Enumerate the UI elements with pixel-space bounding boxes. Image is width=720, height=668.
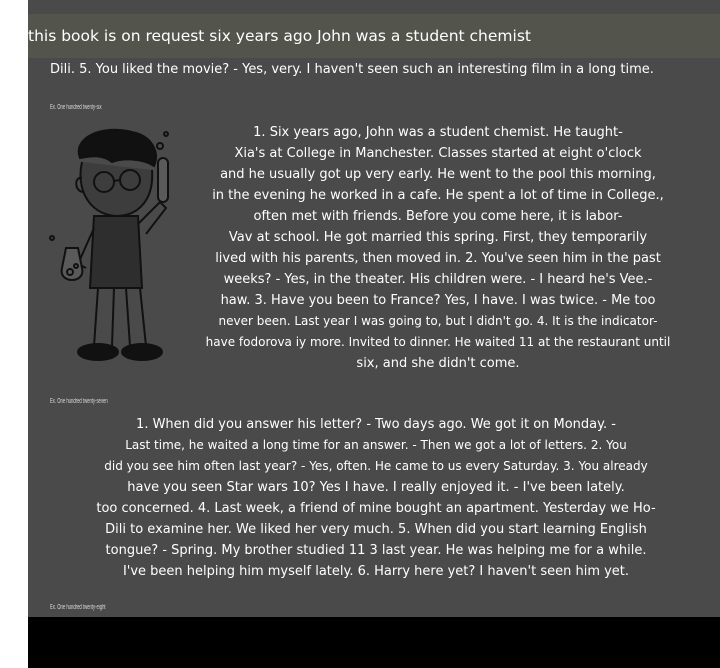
text-line: Vav at school. He got married this spring. First, they temporarily [228, 230, 648, 245]
text-line: weeks? - Yes, in the theater. His children were. - I heard he's Vee.- [223, 272, 653, 287]
page-title: this book is on request six years ago John was a student chemist [28, 27, 531, 45]
text-line: in the evening he worked in a cafe. He spent a lot of time in College., [212, 188, 664, 203]
text-line: Xia's at College in Manchester. Classes started at eight o'clock [234, 146, 642, 161]
text-line: I've been helping him myself lately. 6. Harry here yet? I haven't seen him yet. [122, 564, 630, 579]
text-line: six, and she didn't come. [356, 356, 520, 371]
text-line: Last time, he waited a long time for an answer. - Then we got a lot of letters. 2. You [125, 438, 627, 452]
text-line: lived with his parents, then moved in. 2. You've seen him in the past [215, 251, 661, 266]
student-chemist-illustration [42, 118, 192, 378]
text-line: haw. 3. Have you been to France? Yes, I have. I was twice. - Me too [220, 293, 656, 308]
bottom-black-band [28, 617, 720, 668]
text-line: 1. Six years ago, John was a student chemist. He taught- [253, 125, 623, 140]
text-line: too concerned. 4. Last week, a friend of mine bought an apartment. Yesterday we Ho- [96, 501, 656, 516]
text-line: have you seen Star wars 10? Yes I have. I really enjoyed it. - I've been lately. [127, 480, 625, 495]
text-line: often met with friends. Before you come here, it is labor- [253, 209, 623, 224]
text-line: never been. Last year I was going to, but I didn't go. 4. It is the indicator- [218, 314, 658, 328]
text-line: did you see him often last year? - Yes, often. He came to us every Saturday. 3. You already [104, 459, 648, 473]
exercise-126-text [178, 122, 698, 374]
text-line: Dili to examine her. We liked her very much. 5. When did you start learning English [105, 522, 647, 537]
exercise-label-128: Ex. One hundred twenty-eight [50, 604, 106, 611]
text-line: tongue? - Spring. My brother studied 11 3 last year. He was helping me for a while. [105, 543, 647, 558]
text-line: have fodorova iy more. Invited to dinner. He waited 11 at the restaurant until [205, 335, 671, 349]
exercise-label-126: Ex. One hundred twenty-six [50, 104, 102, 111]
exercise-label-127: Ex. One hundred twenty-seven [50, 398, 108, 405]
text-line: and he usually got up very early. He went to the pool this morning, [220, 167, 656, 182]
document-page [28, 0, 720, 668]
text-line: 1. When did you answer his letter? - Two days ago. We got it on Monday. - [136, 417, 616, 432]
intro-paragraph: Dili. 5. You liked the movie? - Yes, very. I haven't seen such an interesting film in a long time. [50, 62, 654, 77]
exercise-127-text [42, 414, 710, 582]
